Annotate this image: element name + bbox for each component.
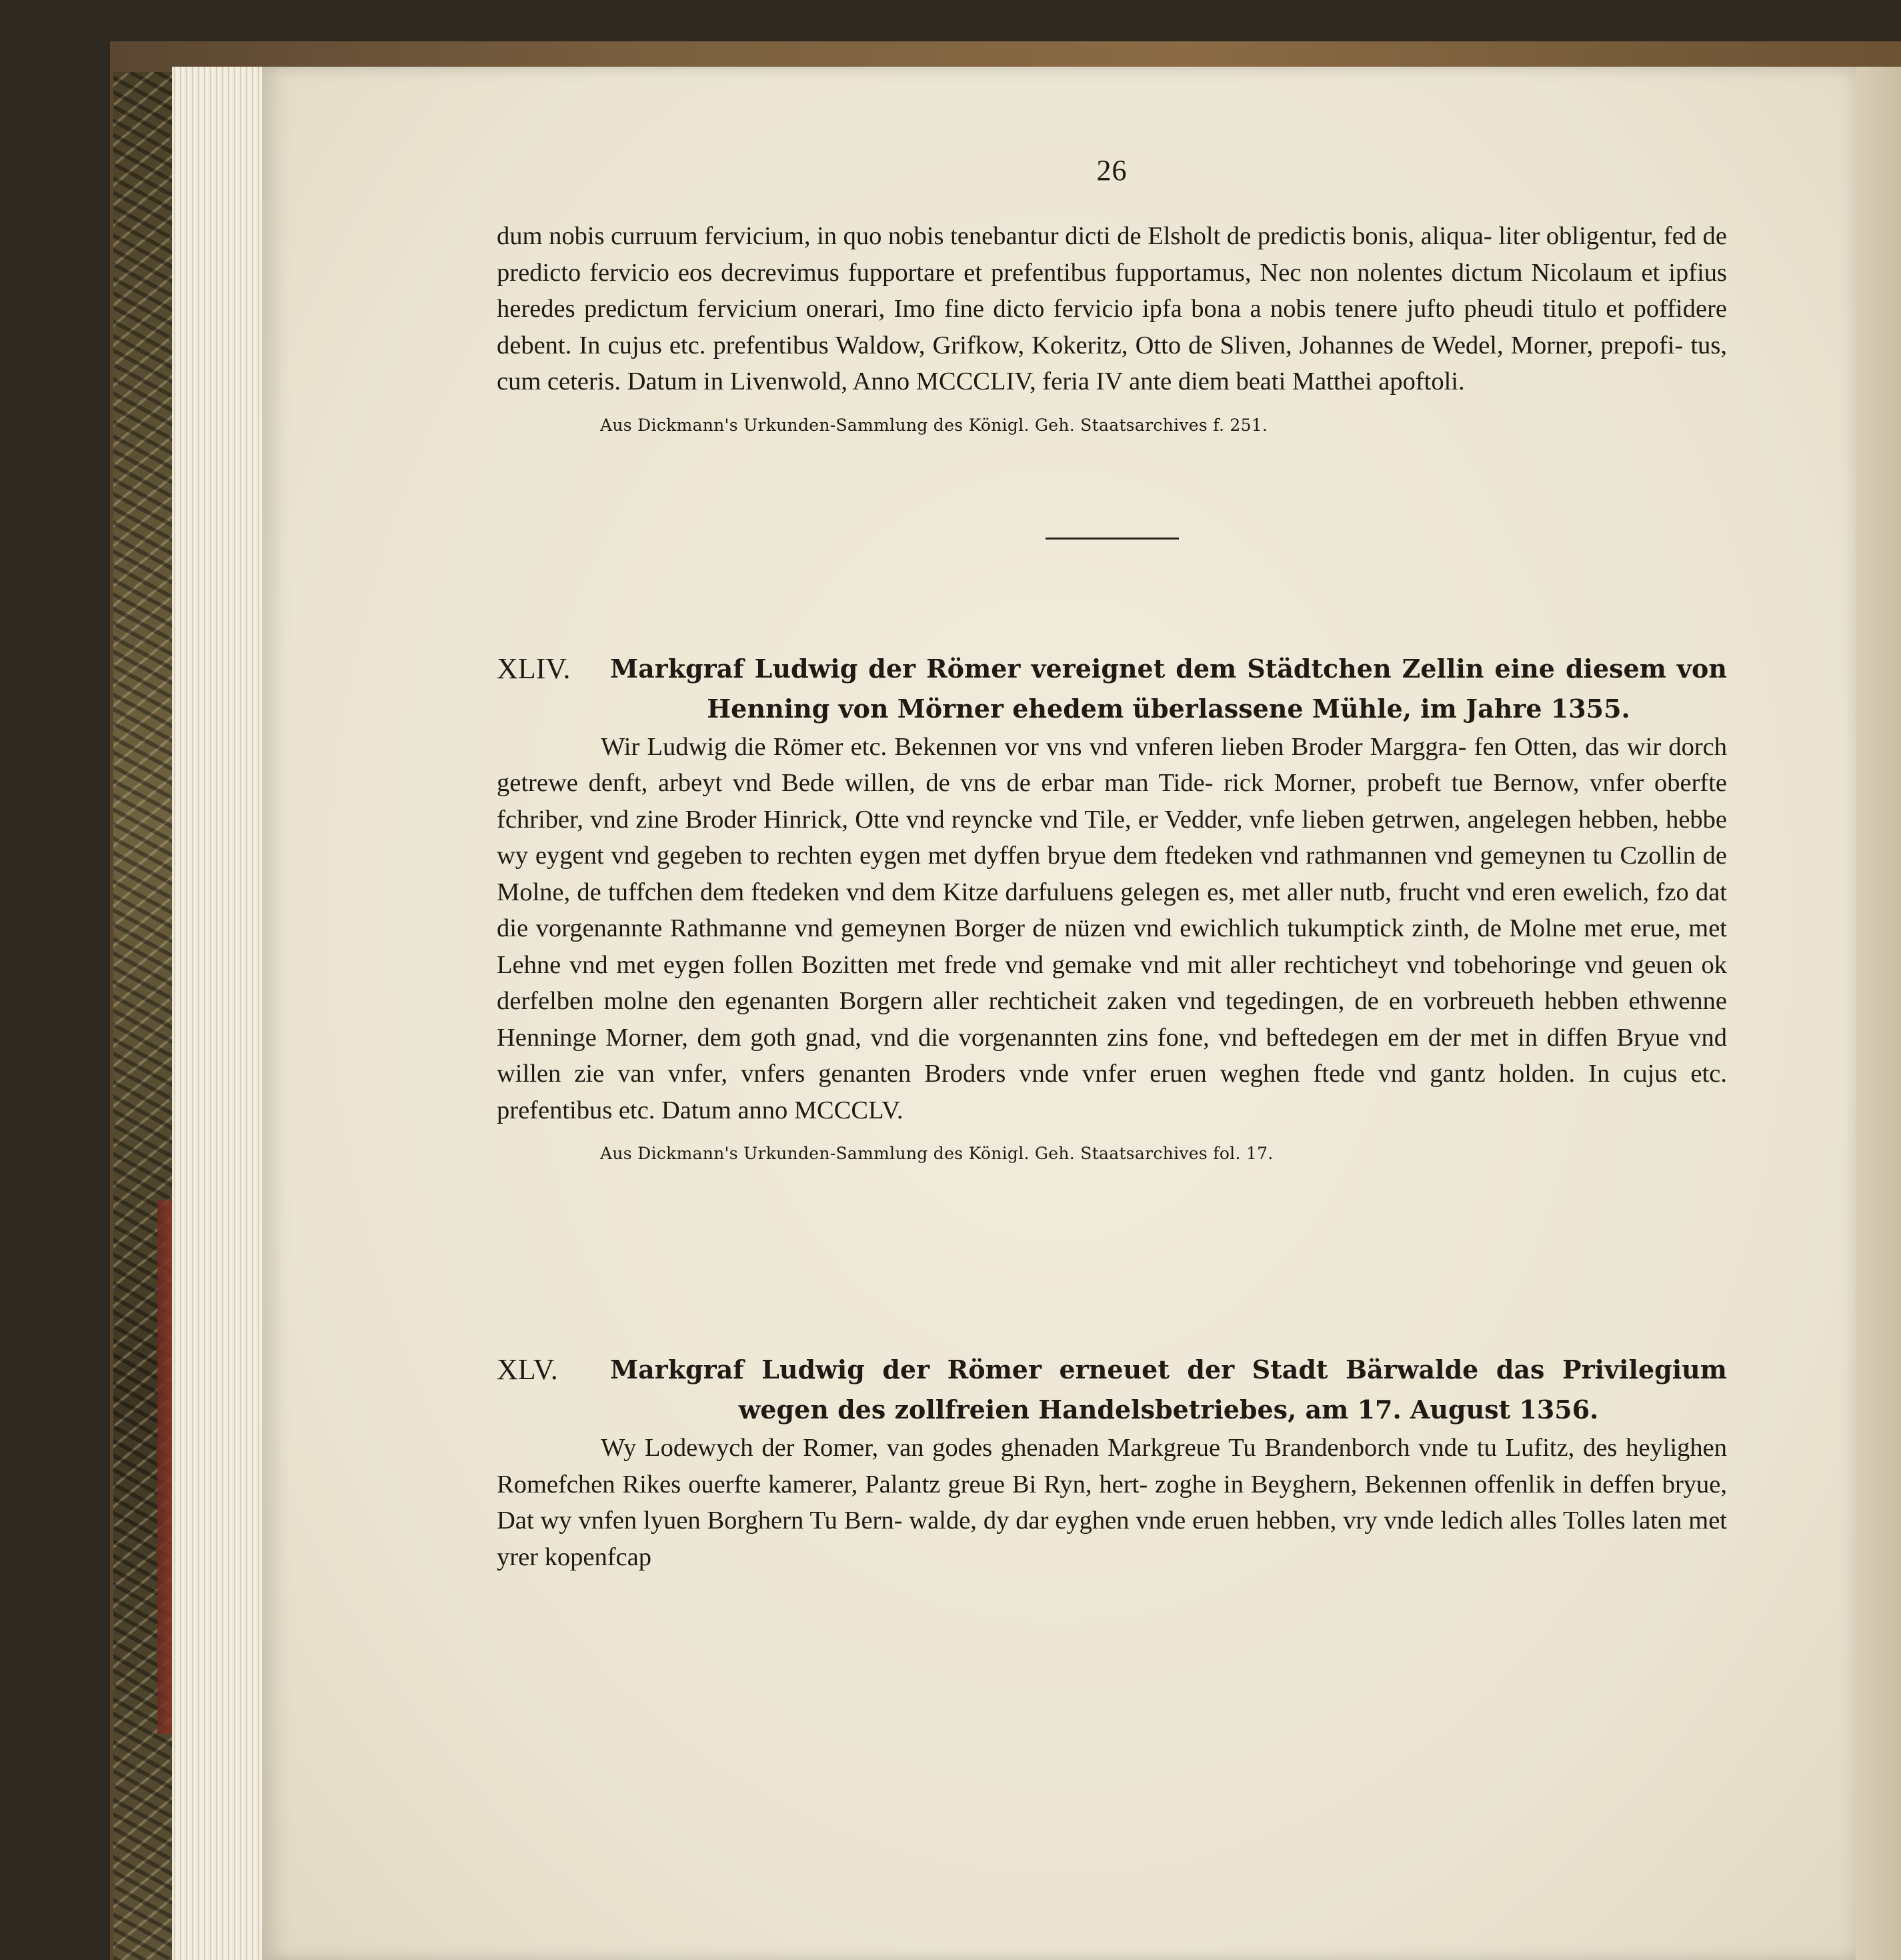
section-paragraph [497,729,1727,1129]
text-line: Czollin de Molne, de tuffchen dem ftedeken vnd dem Kitze darfuluens gelegen es, met aller [497,842,1728,906]
text-line: Nec non nolentes dictum Nicolaum et ipfius heredes predictum fervicium onerari, Imo fine dicto [497,258,1727,323]
source-note: Aus Dickmann's Urkunden-Sammlung des Königl. Geh. Staatsarchives f. 251. [600,415,1268,435]
section-title: Markgraf Ludwig der Römer vereignet dem Städtchen Zellin eine diesem von Henning von Mörner ehedem überlassene Mühle, im Jahre 1355. [610,653,1727,724]
section-heading [497,649,1727,729]
text-line: vnd gegeben to rechten eygen met dyffen bryue dem ftedeken vnd rathmannen vnd gemeynen tu [611,842,1613,870]
text-line: met frede vnd gemake vnd mit aller rechticheyt vnd tobehoringe vnd geuen ok derfelben molne [497,950,1727,1015]
text-line: nutb, frucht vnd eren ewelich, fzo dat die vorgenannte Rathmanne vnd gemeynen Borger de nüzen [497,878,1727,942]
continuation-paragraph [497,218,1727,400]
text-line: Wy Lodewych der Romer, van godes ghenaden Markgreue Tu Brandenborch [601,1434,1410,1462]
section-heading [497,1350,1727,1430]
text-line: walde, dy dar eyghen vnde eruen hebben, vry vnde ledich alles Tolles laten met yrer kopenfcap [497,1507,1727,1571]
text-line: rick Morner, probeft tue Bernow, vnfer oberfte fchriber, vnd zine Broder Hinrick, Otte [497,769,1727,834]
text-line: vnd ewichlich tukumptick zinth, de Molne met erue, met Lehne vnd met eygen follen Bozitten [497,914,1728,979]
text-line: fervicio ipfa bona a nobis tenere jufto pheudi titulo et poffidere debent. In cujus etc. prefentibus [497,295,1727,359]
section-divider [1046,538,1179,540]
text-line: Henninge Morner, dem goth gnad, vnd die vorgenannten zins fone, vnd beftedegen em der [497,1023,1462,1052]
section-title: Markgraf Ludwig der Römer erneuet der Stadt Bärwalde das Privilegium wegen des zollfreien Handelsbetriebes, am 17. August 1356. [610,1354,1727,1424]
source-note: Aus Dickmann's Urkunden-Sammlung des Königl. Geh. Staatsarchives fol. 17. [600,1144,1274,1163]
text-line: met in diffen Bryue vnd willen zie van vnfer, vnfers genanten Broders vnde vnfer eruen weghen [497,1023,1728,1088]
text-line: den egenanten Borgern aller rechticheit zaken vnd tegedingen, de en vorbreueth hebben ethwenne [677,987,1727,1015]
text-line: ftede vnd gantz holden. In cujus etc. prefentibus etc. Datum anno MCCCLV. [497,1060,1728,1124]
page-number: 26 [1096,154,1128,187]
section-paragraph [497,1430,1727,1575]
text-line: fen Otten, das wir dorch getrewe denft, arbeyt vnd Bede willen, de vns de erbar man Tide- [497,732,1728,797]
page-block-edge [172,67,262,1960]
facing-page-edge [1856,67,1901,1960]
text-line: Waldow, Grifkow, Kokeritz, Otto de Sliven, Johannes de Wedel, Morner, prepofi- [835,331,1684,359]
section-number: XLV. [497,1353,558,1386]
page-content [497,153,1727,1575]
text-line: vnd reyncke vnd Tile, er Vedder, vnfe lieben getrwen, angelegen hebben, hebbe wy eygent [497,805,1728,870]
text-line: zoghe in Beyghern, Bekennen offenlik in deffen bryue, Dat wy vnfen lyuen Borghern Tu Bern- [497,1470,1728,1535]
section-number: XLIV. [497,652,571,685]
text-line: liter obligentur, fed de predicto fervicio eos decrevimus fupportare et prefentibus fupportamus, [497,222,1728,287]
text-line: Wir Ludwig die Römer etc. Bekennen vor vns vnd vnferen lieben Broder Marggra- [601,732,1467,761]
text-line: vnde tu Lufitz, des heylighen Romefchen Rikes ouerfte kamerer, Palantz greue Bi Ryn, hert- [497,1434,1728,1499]
text-line: dum nobis curruum fervicium, in quo nobis tenebantur dicti de Elsholt de predictis bonis, aliqua- [497,222,1492,250]
text-line: tus, cum ceteris. Datum in Livenwold, Anno MCCCLIV, feria IV ante diem beati Matthei apoftoli. [497,331,1728,395]
spine-leather-strip [157,1200,172,1734]
